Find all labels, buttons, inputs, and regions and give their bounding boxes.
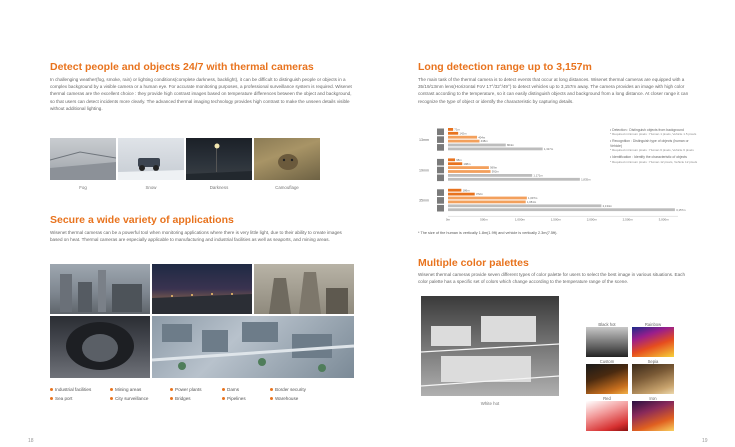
target-icon bbox=[437, 167, 444, 174]
range-bar bbox=[448, 174, 532, 177]
palette-red bbox=[586, 401, 628, 431]
bullet-seaport: Sea port bbox=[50, 396, 72, 401]
range-bar bbox=[448, 189, 461, 192]
white-hot-image bbox=[421, 296, 559, 396]
range-bar-label: 404m bbox=[478, 135, 486, 140]
target-icon bbox=[437, 136, 444, 143]
palette-iron bbox=[632, 401, 674, 431]
range-bar bbox=[448, 197, 527, 200]
target-icon bbox=[437, 197, 444, 204]
range-bar-label: 569m bbox=[490, 165, 498, 170]
bullet-pipelines: Pipelines bbox=[222, 396, 246, 401]
range-bar bbox=[448, 140, 479, 143]
chart-group-label: 35mm bbox=[419, 198, 429, 203]
target-icon bbox=[437, 205, 444, 212]
fog-photo bbox=[50, 138, 116, 180]
range-bar bbox=[448, 178, 580, 181]
chart-group-label: 19mm bbox=[419, 168, 429, 173]
bullet-power: Power plants bbox=[170, 387, 202, 392]
x-tick-label: 1,000m bbox=[514, 217, 525, 222]
range-bar-label: 1,171m bbox=[533, 173, 543, 178]
target-icon bbox=[437, 175, 444, 182]
label-sepia: Sepia bbox=[647, 359, 659, 364]
range-bar-label: 142m bbox=[459, 131, 467, 136]
range-bar bbox=[448, 193, 475, 196]
range-bar-label: 592m bbox=[491, 169, 499, 174]
bullet-dot-icon bbox=[170, 397, 173, 400]
label-iron: Iron bbox=[649, 396, 657, 401]
bullet-mining: Mining areas bbox=[110, 387, 141, 392]
range-bar bbox=[448, 170, 491, 173]
target-icon bbox=[437, 189, 444, 196]
palette-black-hot bbox=[586, 327, 628, 357]
legend-recognition-head: • Recognition : Distinguish type of objects (human or Vehicle) bbox=[610, 139, 689, 148]
range-bar-label: 372m bbox=[475, 192, 483, 197]
range-bar-label: 198m bbox=[463, 161, 471, 166]
x-tick-label: 2,000m bbox=[586, 217, 597, 222]
legend-identification-head: • Identification : Identify the characteristic of objects bbox=[610, 155, 687, 160]
chart-legend bbox=[610, 128, 700, 164]
range-bar-label: 2,134m bbox=[602, 203, 612, 208]
darkness-photo bbox=[186, 138, 252, 180]
range-bar bbox=[448, 148, 543, 151]
bullet-dot-icon bbox=[222, 388, 225, 391]
range-paragraph: The main task of the thermal camera is to detect events that occur at long distances. Wisenet thermal cameras are equipped with a 35/19/13mm lens(Horizontal FoV 17°/32°/49°) to detect vehicles up to 3,157m away. The camera provides an image with high color contrast according to the temperature, so it can easily distinguish objects and background from a long distance. At closer range it can recognize the type of object or identify the characteristic by capturing details. bbox=[418, 77, 689, 104]
palette-rainbow bbox=[632, 327, 674, 357]
range-bar bbox=[448, 158, 455, 161]
range-bar-label: 1,097m bbox=[528, 196, 538, 201]
range-bar-label: 186m bbox=[462, 188, 470, 193]
bullet-dot-icon bbox=[50, 388, 53, 391]
city-aerial-photo bbox=[152, 316, 354, 378]
target-icon bbox=[437, 159, 444, 166]
chart-group-label: 13mm bbox=[419, 137, 429, 142]
range-bar bbox=[448, 204, 601, 207]
label-black-hot: Black hot bbox=[598, 322, 616, 327]
bullet-dot-icon bbox=[110, 397, 113, 400]
bullet-border: Border security bbox=[270, 387, 306, 392]
range-bar-label: 3,157m bbox=[676, 207, 686, 212]
camouflage-photo bbox=[254, 138, 320, 180]
x-tick-label: 0m bbox=[445, 217, 451, 222]
range-bar-label: 804m bbox=[506, 143, 514, 148]
caption-camouflage: Camouflage bbox=[275, 185, 299, 190]
palette-custom bbox=[586, 364, 628, 394]
page-number-right: 19 bbox=[702, 438, 708, 444]
range-bar bbox=[448, 166, 489, 169]
label-red: Red bbox=[603, 396, 611, 401]
industrial-photo bbox=[50, 264, 150, 314]
bullet-dams: Dams bbox=[222, 387, 239, 392]
section-title-thermal: Detect people and objects 24/7 with thermal cameras bbox=[50, 61, 314, 73]
range-bar bbox=[448, 132, 458, 135]
page-number-left: 18 bbox=[28, 438, 34, 444]
range-bar-label: 1,835m bbox=[581, 177, 591, 182]
section-title-range: Long detection range up to 3,157m bbox=[418, 61, 592, 73]
x-tick-label: 2,500m bbox=[622, 217, 633, 222]
target-icon bbox=[437, 144, 444, 151]
bullet-dot-icon bbox=[110, 388, 113, 391]
intro-paragraph: In challenging weather(fog, smoke, rain) or lighting conditions(complete darkness, backlight), it can be difficult to distinguish people or objects in a complex background by a visible camera or a human eye. For accurate monitoring purposes, a professional surveillance system is required. Wisenet thermal cameras are the excellent choice : they provide high contrast images based on temperature differences between the object and background, so that users can detect incidents more clearly. The advanced thermal imaging technology provides high contrast to make the unseen details visible without additional lighting. bbox=[50, 77, 352, 111]
caption-darkness: Darkness bbox=[209, 185, 229, 190]
label-custom: Custom bbox=[599, 359, 615, 364]
range-bar-label: 438m bbox=[480, 139, 488, 144]
snow-photo bbox=[118, 138, 184, 180]
caption-snow: Snow bbox=[145, 185, 157, 190]
legend-detection-sub: * Required minimum pixels : Human 1 pixels, Vehicle 1.5 pixels bbox=[610, 132, 697, 137]
range-bar bbox=[448, 128, 453, 131]
range-bar bbox=[448, 144, 506, 147]
range-bar bbox=[448, 201, 526, 204]
applications-paragraph: Wisenet thermal cameras can be a powerful tool when monitoring applications where there is very little light, due to their ability to create images based on heat. Thermal cameras are especially applicable to manufacturing and industrial facilities as well as seaports, and mining areas. bbox=[50, 230, 342, 243]
bullet-industrial: Industrial facilities bbox=[50, 387, 91, 392]
range-bar bbox=[448, 208, 675, 211]
range-bar-label: 98m bbox=[456, 157, 462, 162]
chart-footnote: * The size of the human is vertically 1.8m(1.9ft) and vehicle is vertically 2.3m(7.5ft). bbox=[418, 231, 558, 235]
range-bar-label: 71m bbox=[454, 127, 460, 132]
bullet-dot-icon bbox=[270, 388, 273, 391]
legend-identification-sub: * Required minimum pixels : Human 12 pixels, Vehicle 12 pixels bbox=[610, 159, 698, 164]
range-bar-label: 1,081m bbox=[526, 200, 537, 204]
range-bar bbox=[448, 136, 477, 139]
palettes-paragraph: Wisenet thermal cameras provide seven different types of color palette for users to select the best image in various situations. Each color palette has a specific set of colors which change according to the temperature range of the scene. bbox=[418, 272, 685, 285]
bullet-city: City surveillance bbox=[110, 396, 148, 401]
range-bar bbox=[448, 162, 462, 165]
section-title-palettes: Multiple color palettes bbox=[418, 257, 529, 269]
bullet-bridges: Bridges bbox=[170, 396, 191, 401]
bullet-dot-icon bbox=[222, 397, 225, 400]
caption-fog: Fog bbox=[79, 185, 87, 190]
bullet-dot-icon bbox=[50, 397, 53, 400]
bullet-dot-icon bbox=[170, 388, 173, 391]
caption-white-hot: White hot bbox=[480, 401, 500, 406]
legend-recognition-sub: * Required minimum pixels : Human 6 pixels, Vehicle 6 pixels bbox=[610, 148, 694, 153]
bullet-dot-icon bbox=[270, 397, 273, 400]
section-title-applications: Secure a wide variety of applications bbox=[50, 214, 234, 226]
label-rainbow: Rainbow bbox=[644, 322, 662, 327]
port-photo bbox=[152, 264, 252, 314]
range-bar-label: 1,317m bbox=[543, 147, 554, 151]
mining-photo bbox=[50, 316, 150, 378]
bullet-warehouse: Warehouse bbox=[270, 396, 298, 401]
target-icon bbox=[437, 129, 444, 136]
palette-sepia bbox=[632, 364, 674, 394]
legend-detection-head: • Detection : Distinguish objects from background bbox=[610, 128, 684, 132]
power-plant-photo bbox=[254, 264, 354, 314]
x-tick-label: 3,000m bbox=[658, 217, 669, 222]
x-tick-label: 1,500m bbox=[550, 217, 561, 222]
x-tick-label: 500m bbox=[480, 217, 488, 222]
